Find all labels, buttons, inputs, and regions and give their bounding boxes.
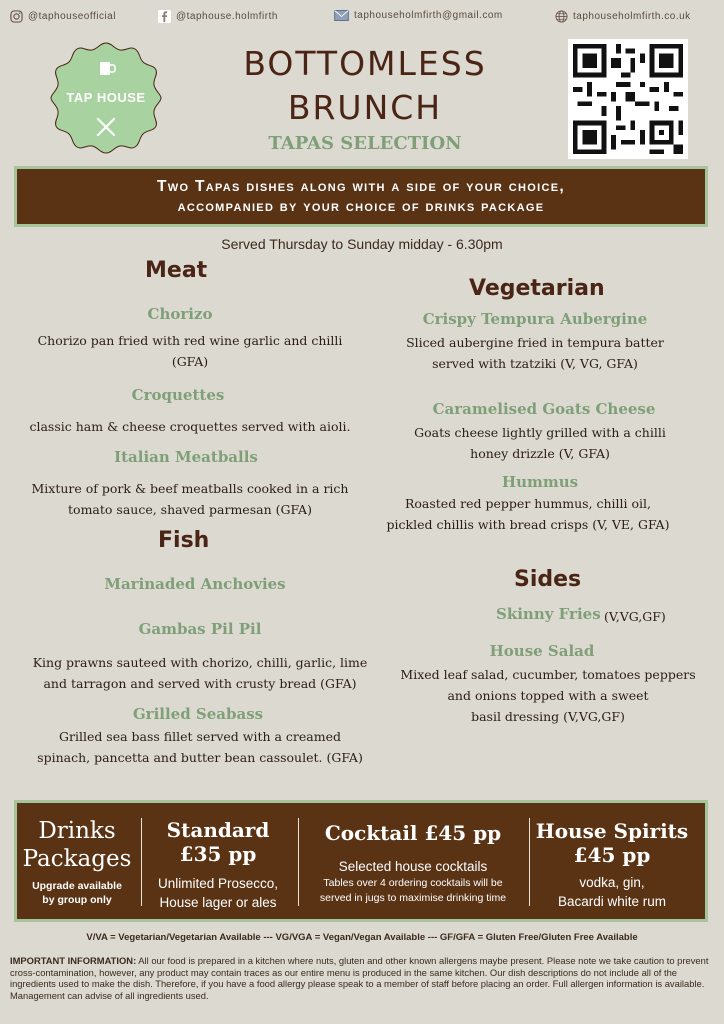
- divider: [141, 818, 142, 906]
- dish-gambas-pil-pil-desc: King prawns sauteed with chorizo, chilli, garlic, lime and tarragon and served with crusty bread (GFA): [32, 655, 368, 691]
- dish-grilled-seabass: Grilled Seabass: [132, 705, 264, 723]
- dish-skinny-fries: Skinny Fries: [496, 605, 601, 623]
- info-label: IMPORTANT INFORMATION:: [10, 955, 137, 966]
- dish-crispy-tempura-aubergine: Crispy Tempura Aubergine: [422, 310, 648, 328]
- upgrade-note: Upgrade available by group only: [32, 880, 122, 906]
- drinks-packages-heading: Drinks Packages Upgrade available by group only: [17, 817, 137, 907]
- instagram-contact[interactable]: [10, 10, 116, 23]
- divider: [298, 818, 299, 906]
- dish-house-salad: House Salad: [489, 642, 595, 660]
- dish-chorizo: Chorizo: [147, 305, 213, 323]
- instagram-handle: @taphouseofficial: [28, 11, 116, 22]
- website-url: taphouseholmfirth.co.uk: [573, 11, 691, 22]
- dish-croquettes: Croquettes: [131, 386, 225, 404]
- dish-house-salad-desc: Mixed leaf salad, cucumber, tomatoes peppers and onions topped with a sweet basil dressing (V,VG,GF): [400, 667, 696, 724]
- page-subtitle: TAPAS SELECTION: [268, 133, 462, 154]
- title-line1: BOTTOMLESS: [243, 44, 487, 83]
- website-contact[interactable]: [555, 10, 691, 23]
- allergen-information: [10, 955, 714, 1001]
- dish-skinny-fries-tag: (V,VG,GF): [604, 609, 666, 624]
- dietary-legend: V/VA = Vegetarian/Vegetarian Available --- VG/VGA = Vegan/Vegan Available --- GF/GFA = Gluten Free/Gluten Free Available: [86, 932, 638, 943]
- dish-gambas-pil-pil: Gambas Pil Pil: [138, 620, 262, 638]
- served-hours: Served Thursday to Sunday midday - 6.30pm: [221, 236, 503, 252]
- facebook-contact[interactable]: [158, 10, 278, 23]
- fish-heading: Fish: [158, 528, 210, 553]
- dish-marinaded-anchovies: Marinaded Anchovies: [104, 575, 286, 593]
- dish-croquettes-desc: classic ham & cheese croquettes served with aioli.: [29, 419, 351, 434]
- dish-hummus: Hummus: [501, 473, 579, 491]
- logo-text: TAP HOUSE: [66, 90, 146, 105]
- offer-banner: [14, 166, 708, 227]
- tap-house-logo: [48, 40, 164, 156]
- title-line2: BRUNCH: [287, 88, 443, 127]
- facebook-handle: @taphouse.holmfirth: [176, 11, 278, 22]
- sides-heading: Sides: [514, 567, 582, 592]
- banner-line2: accompanied by your choice of drinks package: [177, 198, 545, 215]
- info-text: All our food is prepared in a kitchen where nuts, gluten and other known allergens maybe present. Please note we take caution to prevent cross-contamination, however, any product may contain traces as our entire menu is produced in the same kitchen. Our dish descriptions do not include all of the ingredients used to make the dish. Therefore, if you have a food allergy please speak to a member of staff before placing an order. Full allergen information is available. Management can advise of all ingredients used.: [10, 955, 709, 1001]
- standard-package[interactable]: Standard £35 pp Unlimited Prosecco, House lager or ales: [157, 818, 279, 910]
- meat-heading: Meat: [145, 258, 208, 283]
- dish-hummus-desc: Roasted red pepper hummus, chilli oil, pickled chillis with bread crisps (V, VE, GFA): [386, 496, 670, 532]
- dish-chorizo-desc: Chorizo pan fried with red wine garlic and chilli (GFA): [37, 333, 343, 369]
- dish-italian-meatballs-desc: Mixture of pork & beef meatballs cooked in a rich tomato sauce, shaved parmesan (GFA): [31, 481, 349, 517]
- email-icon: [334, 10, 349, 21]
- divider: [529, 818, 530, 906]
- dish-italian-meatballs: Italian Meatballs: [114, 448, 258, 466]
- dish-caramelised-goats-cheese-desc: Goats cheese lightly grilled with a chilli honey drizzle (V, GFA): [414, 425, 666, 461]
- banner-line1: Two Tapas dishes along with a side of your choice,: [157, 178, 565, 195]
- instagram-icon: [10, 10, 23, 23]
- dish-caramelised-goats-cheese: Caramelised Goats Cheese: [432, 400, 656, 418]
- dish-crispy-tempura-aubergine-desc: Sliced aubergine fried in tempura batter served with tzatziki (V, VG, GFA): [406, 335, 664, 371]
- dish-grilled-seabass-desc: Grilled sea bass fillet served with a creamed spinach, pancetta and butter bean cassoulet. (GFA): [37, 729, 363, 765]
- vegetarian-heading: Vegetarian: [469, 276, 605, 301]
- house-spirits-package[interactable]: House Spirits £45 pp vodka, gin, Bacardi white rum: [535, 819, 689, 909]
- facebook-icon: [158, 10, 171, 23]
- drinks-packages-panel: [14, 800, 708, 922]
- email-address: taphouseholmfirth@gmail.com: [354, 10, 503, 21]
- qr-code-icon[interactable]: [568, 39, 688, 159]
- cocktail-package[interactable]: Cocktail £45 pp Selected house cocktails Tables over 4 ordering cocktails will be served in jugs to maximise drinking time: [319, 821, 507, 904]
- globe-icon: [555, 10, 568, 23]
- email-contact[interactable]: [334, 10, 503, 21]
